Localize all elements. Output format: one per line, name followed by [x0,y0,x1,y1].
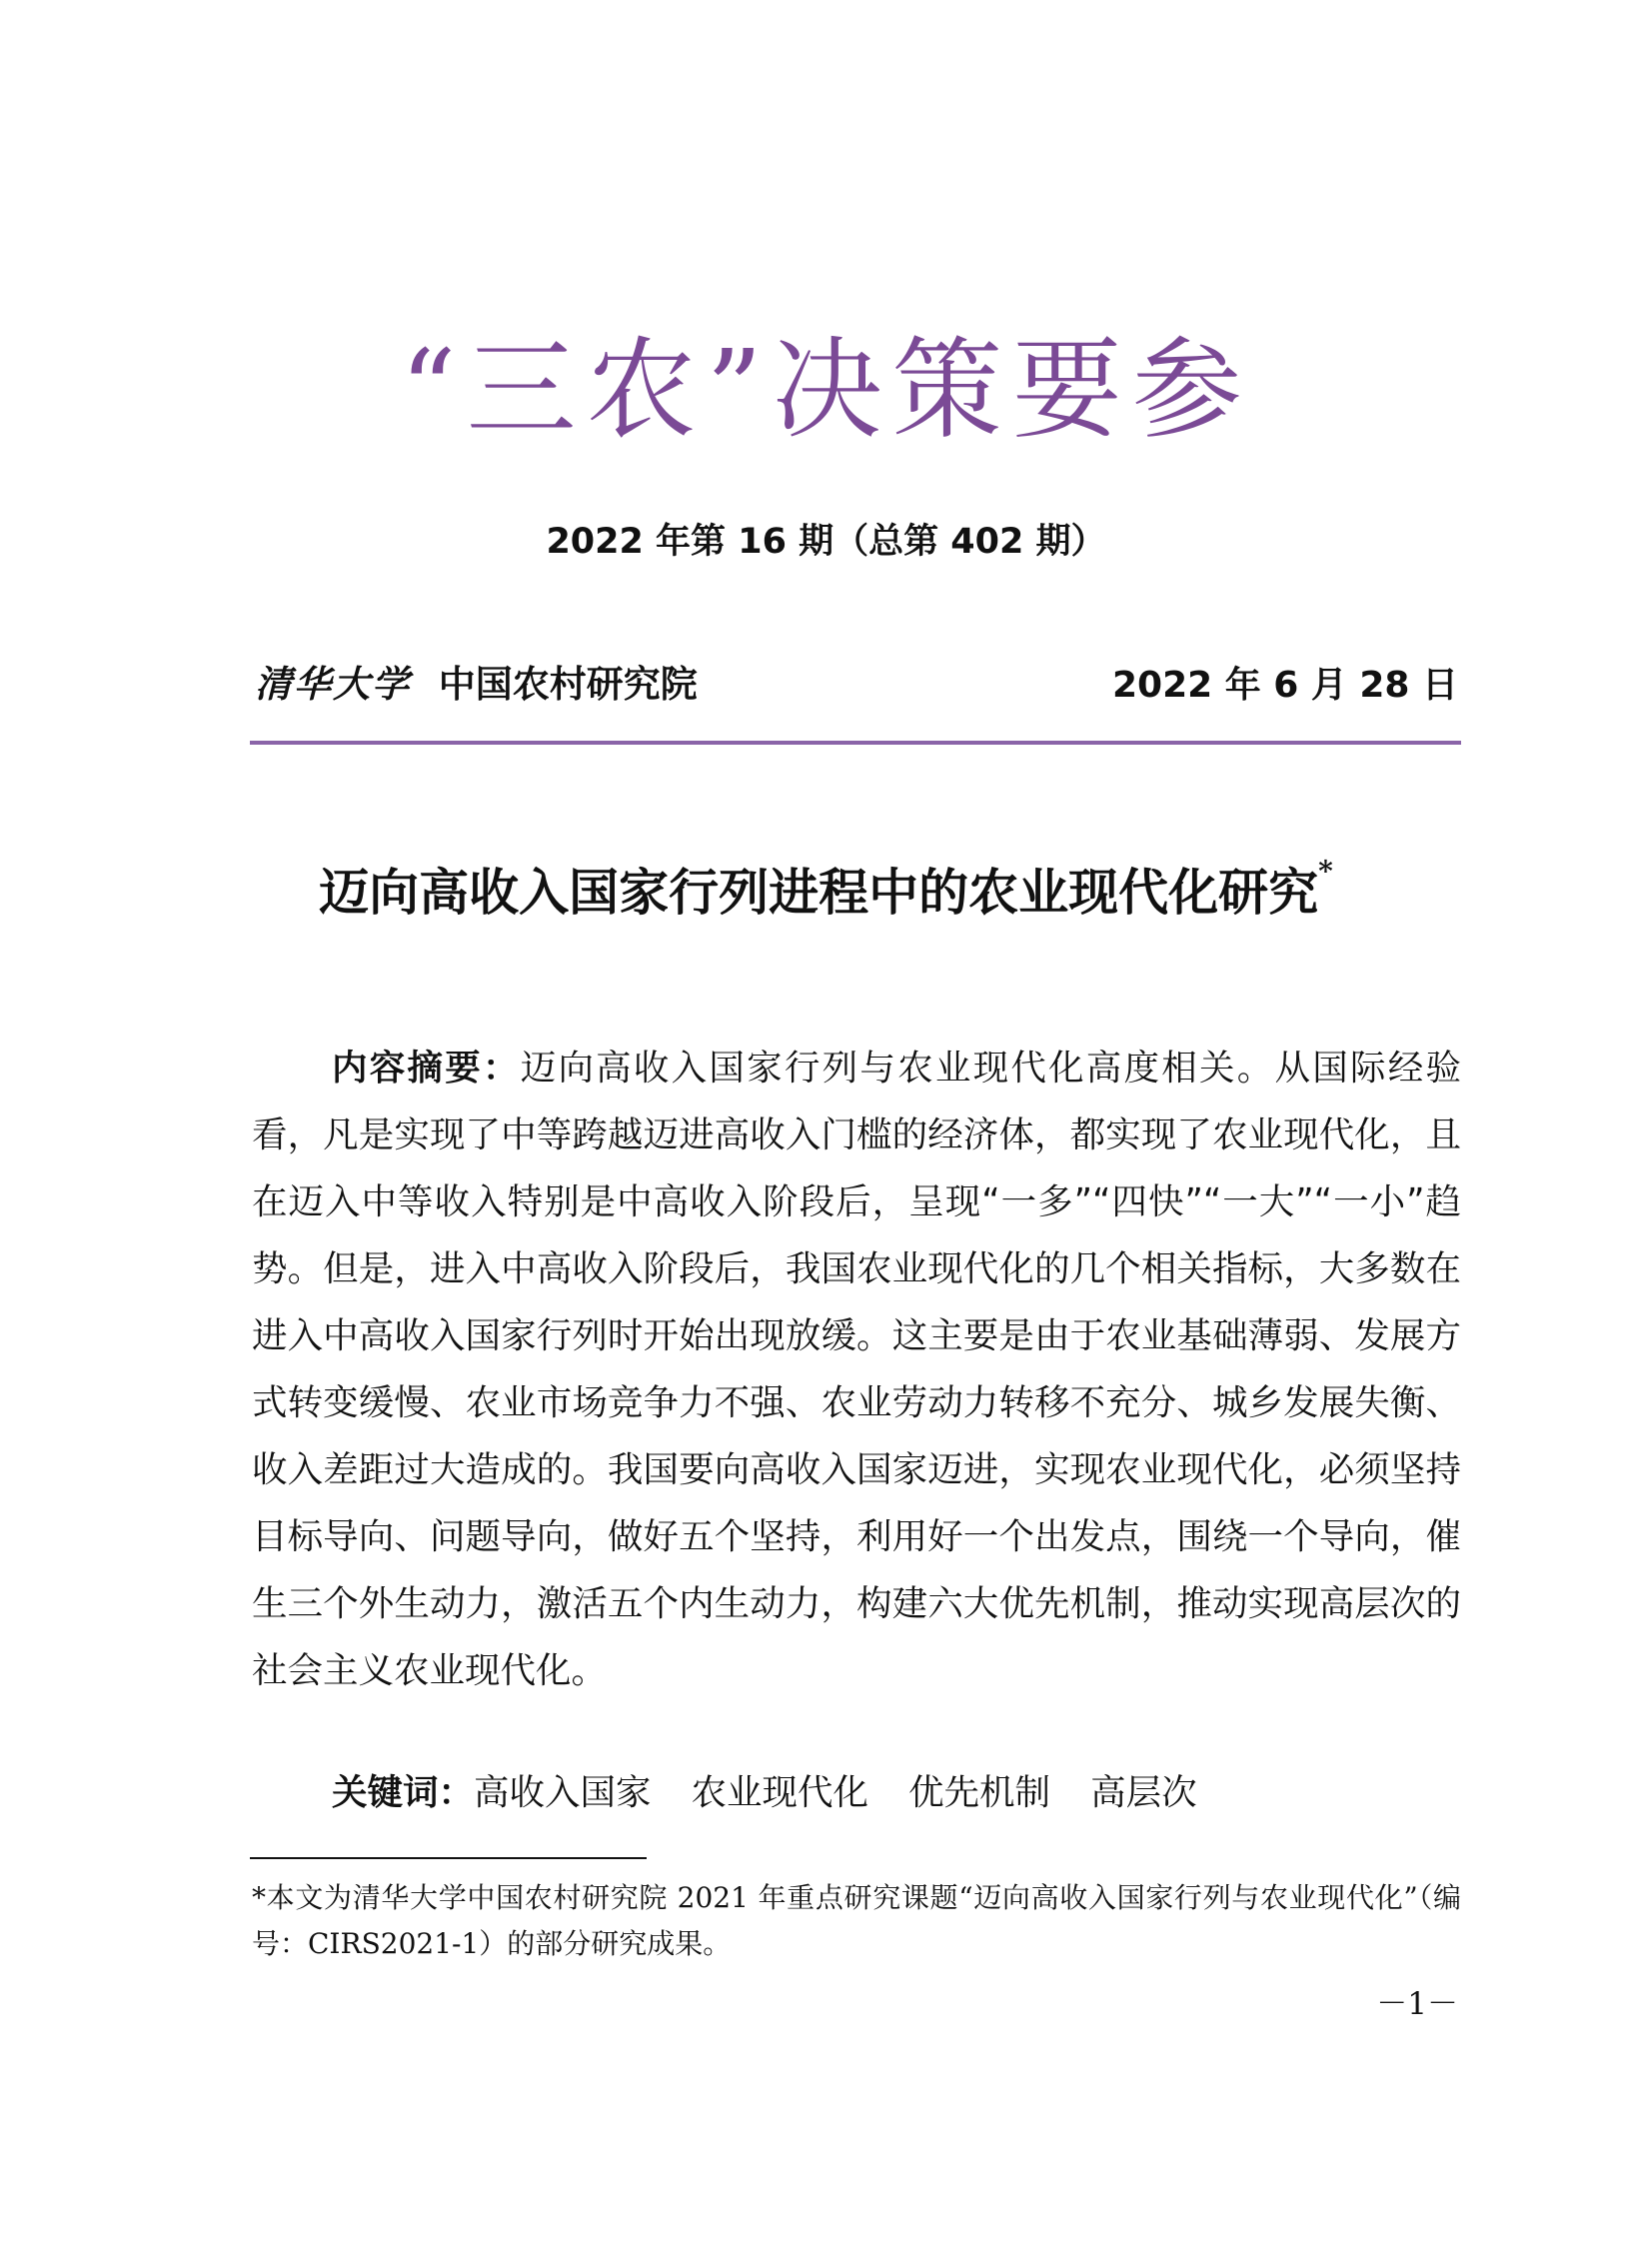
keywords-label: 关键词： [332,1772,475,1813]
publication-date: 2022 年 6 月 28 日 [1111,665,1458,706]
issue-number: 2022 年第 16 期（总第 402 期） [546,522,1106,562]
footnote-rule [250,1857,647,1859]
keyword: 优先机制 [908,1772,1051,1813]
publisher [255,662,698,706]
header-rule [250,741,1461,745]
abstract-paragraph [252,1035,1461,1704]
keywords-line [332,1772,1237,1813]
keyword: 高层次 [1090,1772,1197,1813]
keyword: 农业现代化 [691,1772,869,1813]
institute-name: 中国农村研究院 [438,662,698,706]
article-title [0,855,1652,922]
page-number: －1－ [1376,1986,1458,2022]
abstract-label: 内容摘要： [332,1048,521,1089]
university-name: 清华大学 [255,662,411,706]
article-title-text: 迈向高收入国家行列进程中的农业现代化研究 [319,863,1319,922]
abstract-text: 迈向高收入国家行列与农业现代化高度相关。从国际经验看，凡是实现了中等跨越迈进高收入门槛的经济体，都实现了农业现代化，且在迈入中等收入特别是中高收入阶段后，呈现“一多”“四快”“一大”“一小”趋势。但是，进入中高收入阶段后，我国农业现代化的几个相关指标，大多数在进入中高收入国家行列时开始出现放缓。这主要是由于农业基础薄弱、发展方式转变缓慢、农业市场竞争力不强、农业劳动力转移不充分、城乡发展失衡、收入差距过大造成的。我国要向高收入国家迈进，实现农业现代化，必须坚持目标导向、问题导向，做好五个坚持，利用好一个出发点，围绕一个导向，催生三个外生动力，激活五个内生动力，构建六大优先机制，推动实现高层次的社会主义农业现代化。 [252,1048,1461,1691]
masthead-title: “三农”决策要参 [400,326,1252,454]
keyword: 高收入国家 [474,1772,652,1813]
footnote: *本文为清华大学中国农村研究院 2021 年重点研究课题“迈向高收入国家行列与农业现代化”（编号：CIRS2021-1）的部分研究成果。 [252,1881,1461,1960]
title-footnote-marker: * [1318,855,1333,888]
